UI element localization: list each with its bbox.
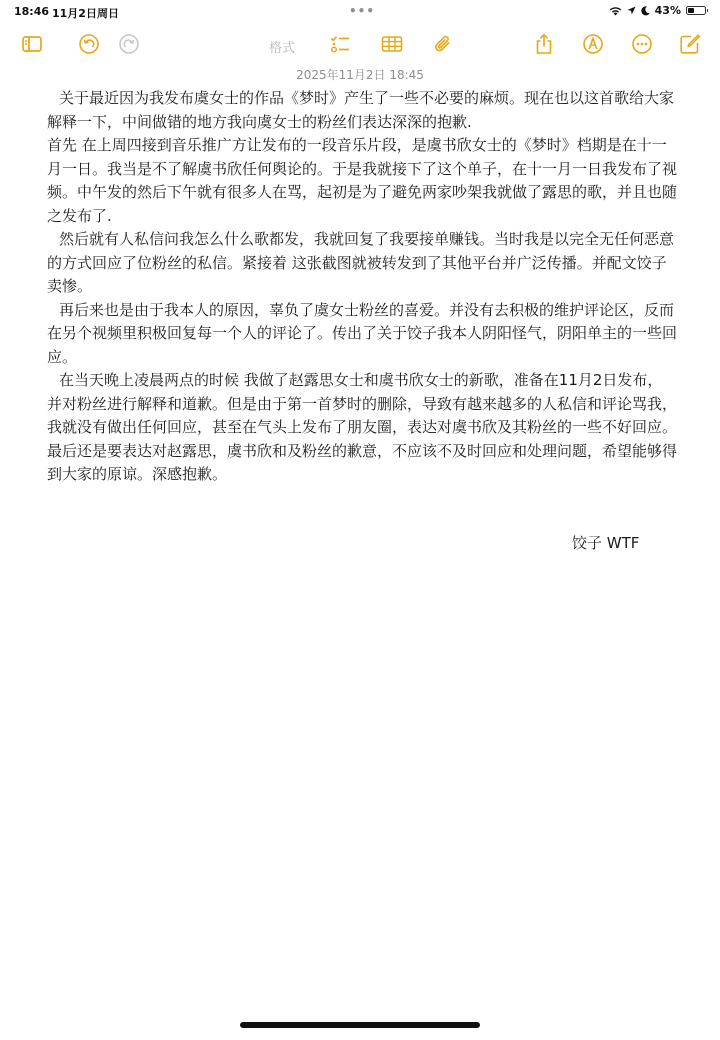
note-date: 2025年11月2日 18:45 bbox=[296, 68, 424, 82]
table-button[interactable] bbox=[380, 32, 404, 56]
undo-button[interactable] bbox=[77, 32, 101, 56]
note-paragraph: 然后就有人私信问我怎么什么歌都发，我就回复了我要接单赚钱。当时我是以完全无任何恶意的方式回应了位粉丝的私信。紧接着 这张截图就被转发到了其他平台并广泛传播。并配文饺子卖惨。 bbox=[47, 230, 675, 295]
status-date: 11月2日周日 bbox=[52, 7, 119, 20]
share-button[interactable] bbox=[532, 32, 556, 56]
multitasking-dots[interactable]: ••• bbox=[349, 4, 376, 18]
compose-icon bbox=[679, 33, 701, 55]
wifi-icon bbox=[609, 6, 622, 16]
compose-button[interactable] bbox=[678, 32, 702, 56]
ellipsis-icon bbox=[631, 33, 653, 55]
note-paragraph: 最后还是要表达对赵露思，虞书欣和及粉丝的歉意，不应该不及时回应和处理问题，希望能够得到大家的原谅。深感抱歉。 bbox=[47, 441, 678, 483]
checklist-button[interactable] bbox=[328, 32, 352, 56]
more-button[interactable] bbox=[630, 32, 654, 56]
sidebar-icon bbox=[21, 33, 43, 55]
notes-toolbar bbox=[0, 26, 720, 62]
pen-tip-icon bbox=[582, 33, 604, 55]
status-time: 18:46 bbox=[14, 5, 50, 18]
undo-icon bbox=[78, 33, 100, 55]
share-icon bbox=[533, 33, 555, 55]
status-indicators bbox=[609, 4, 706, 17]
note-paragraph: 关于最近因为我发布虞女士的作品《梦时》产生了一些不必要的麻烦。现在也以这首歌给大家解释一下，中间做错的地方我向虞女士的粉丝们表达深深的抱歉. bbox=[47, 89, 675, 131]
attachment-button[interactable] bbox=[431, 32, 455, 56]
note-paragraph: 首先 在上周四接到音乐推广方让发布的一段音乐片段，是虞书欣女士的《梦时》档期是在十一月一日。我当是不了解虞书欣任何舆论的。于是我就接下了这个单子，在十一月一日我发布了视频。中午发的然后下午就有很多人在骂，起初是为了避免两家吵架我就做了露思的歌，并且也随之发布了. bbox=[47, 136, 678, 225]
table-icon bbox=[381, 33, 403, 55]
redo-icon bbox=[118, 33, 140, 55]
status-bar bbox=[0, 0, 720, 24]
home-indicator[interactable] bbox=[240, 1022, 480, 1028]
paperclip-icon bbox=[432, 33, 454, 55]
markup-button[interactable] bbox=[581, 32, 605, 56]
battery-fill bbox=[688, 8, 694, 13]
battery-icon bbox=[686, 6, 706, 15]
checklist-icon bbox=[329, 33, 351, 55]
redo-button[interactable] bbox=[117, 32, 141, 56]
sidebar-toggle-button[interactable] bbox=[20, 32, 44, 56]
note-paragraph: 再后来也是由于我本人的原因，辜负了虞女士粉丝的喜爱。并没有去积极的维护评论区，反而在另个视频里积极回复每一个人的评论了。传出了关于饺子我本人阴阳怪气，阴阳单主的一些回应。 bbox=[47, 300, 678, 366]
note-paragraph: 在当天晚上凌晨两点的时候 我做了赵露思女士和虞书欣女士的新歌，准备在11月2日发布，并对粉丝进行解释和道歉。但是由于第一首梦时的删除，导致有越来越多的人私信和评论骂我，我就没有做出任何回应，甚至在气头上发布了朋友圈，表达对虞书欣及其粉丝的一些不好回应。 bbox=[47, 371, 678, 436]
battery-percent: 43% bbox=[654, 4, 681, 17]
location-icon bbox=[627, 6, 636, 15]
note-signature: 饺子 WTF bbox=[572, 534, 640, 552]
note-body[interactable] bbox=[47, 87, 677, 487]
format-button[interactable]: 格式 bbox=[269, 41, 296, 56]
moon-icon bbox=[641, 6, 650, 16]
